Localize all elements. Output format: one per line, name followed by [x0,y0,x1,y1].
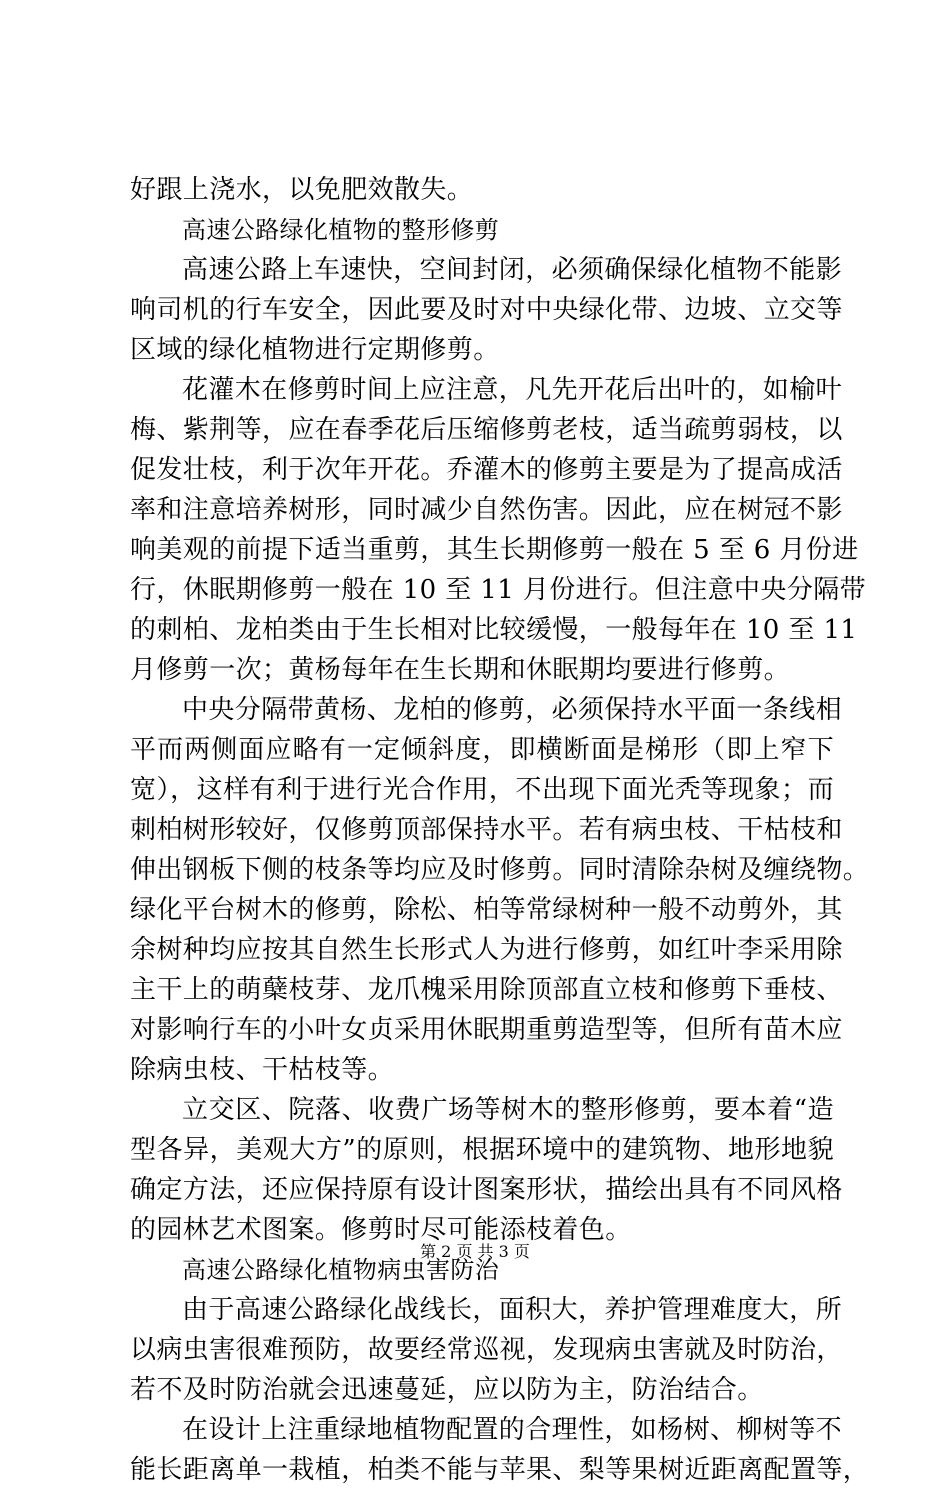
paragraph-line: 刺柏树形较好，仅修剪顶部保持水平。若有病虫枝、干枯枝和 [130,815,843,845]
paragraph-line: 在设计上注重绿地植物配置的合理性，如杨树、柳树等不 [182,1415,843,1445]
paragraph-line: 月修剪一次；黄杨每年在生长期和休眠期均要进行修剪。 [130,655,791,685]
paragraph-line: 响司机的行车安全，因此要及时对中央绿化带、边坡、立交等 [130,295,843,325]
paragraph-line: 促发壮枝，利于次年开花。乔灌木的修剪主要是为了提高成活 [130,455,843,485]
paragraph-line: 梅、紫荆等，应在春季花后压缩修剪老枝，适当疏剪弱枝，以 [130,415,843,445]
paragraph-line: 的刺柏、龙柏类由于生长相对比较缓慢，一般每年在 10 至 11 [130,615,858,645]
paragraph-line: 由于高速公路绿化战线长，面积大，养护管理难度大，所 [182,1295,843,1325]
paragraph-line: 中央分隔带黄杨、龙柏的修剪，必须保持水平面一条线相 [182,695,843,725]
paragraph-line: 率和注意培养树形，同时减少自然伤害。因此，应在树冠不影 [130,495,843,525]
paragraph-line: 确定方法，还应保持原有设计图案形状，描绘出具有不同风格 [130,1175,843,1205]
paragraph-line: 行，休眠期修剪一般在 10 至 11 月份进行。但注意中央分隔带 [130,575,867,605]
paragraph-line: 宽），这样有利于进行光合作用，不出现下面光秃等现象；而 [130,775,834,805]
paragraph-line: 型各异，美观大方”的原则，根据环境中的建筑物、地形地貌 [130,1135,834,1165]
paragraph-line: 以病虫害很难预防，故要经常巡视，发现病虫害就及时防治， [130,1335,843,1365]
document-body [130,170,870,1490]
paragraph-line: 对影响行车的小叶女贞采用休眠期重剪造型等，但所有苗木应 [130,1015,843,1045]
paragraph-line: 的园林艺术图案。修剪时尽可能添枝着色。 [130,1215,632,1245]
paragraph-line: 平而两侧面应略有一定倾斜度，即横断面是梯形（即上窄下 [130,735,834,765]
page-number-footer: 第 2 页 共 3 页 [420,1242,530,1261]
paragraph-line: 主干上的萌蘖枝芽、龙爪槐采用除顶部直立枝和修剪下垂枝、 [130,975,843,1005]
paragraph-line: 立交区、院落、收费广场等树木的整形修剪，要本着“造 [182,1095,834,1125]
paragraph-line: 绿化平台树木的修剪，除松、柏等常绿树种一般不动剪外，其 [130,895,843,925]
paragraph-line: 高速公路上车速快，空间封闭，必须确保绿化植物不能影 [182,255,843,285]
paragraph-line: 若不及时防治就会迅速蔓延，应以防为主，防治结合。 [130,1375,764,1405]
paragraph-line: 响美观的前提下适当重剪，其生长期修剪一般在 5 至 6 月份进 [130,535,859,565]
section-heading-pruning: 高速公路绿化植物的整形修剪 [182,216,500,244]
paragraph-line: 能长距离单一栽植，柏类不能与苹果、梨等果树近距离配置等， [130,1455,870,1485]
paragraph-line: 除病虫枝、干枯枝等。 [130,1055,395,1085]
paragraph-line: 花灌木在修剪时间上应注意，凡先开花后出叶的，如榆叶 [182,375,843,405]
paragraph-line: 伸出钢板下侧的枝条等均应及时修剪。同时清除杂树及缠绕物。 [130,855,870,885]
paragraph-line: 好跟上浇水，以免肥效散失。 [130,175,474,205]
paragraph-line: 余树种均应按其自然生长形式人为进行修剪，如红叶李采用除 [130,935,843,965]
section-heading-pest-control: 高速公路绿化植物病虫害防治 [182,1256,500,1284]
paragraph-line: 区域的绿化植物进行定期修剪。 [130,335,500,365]
